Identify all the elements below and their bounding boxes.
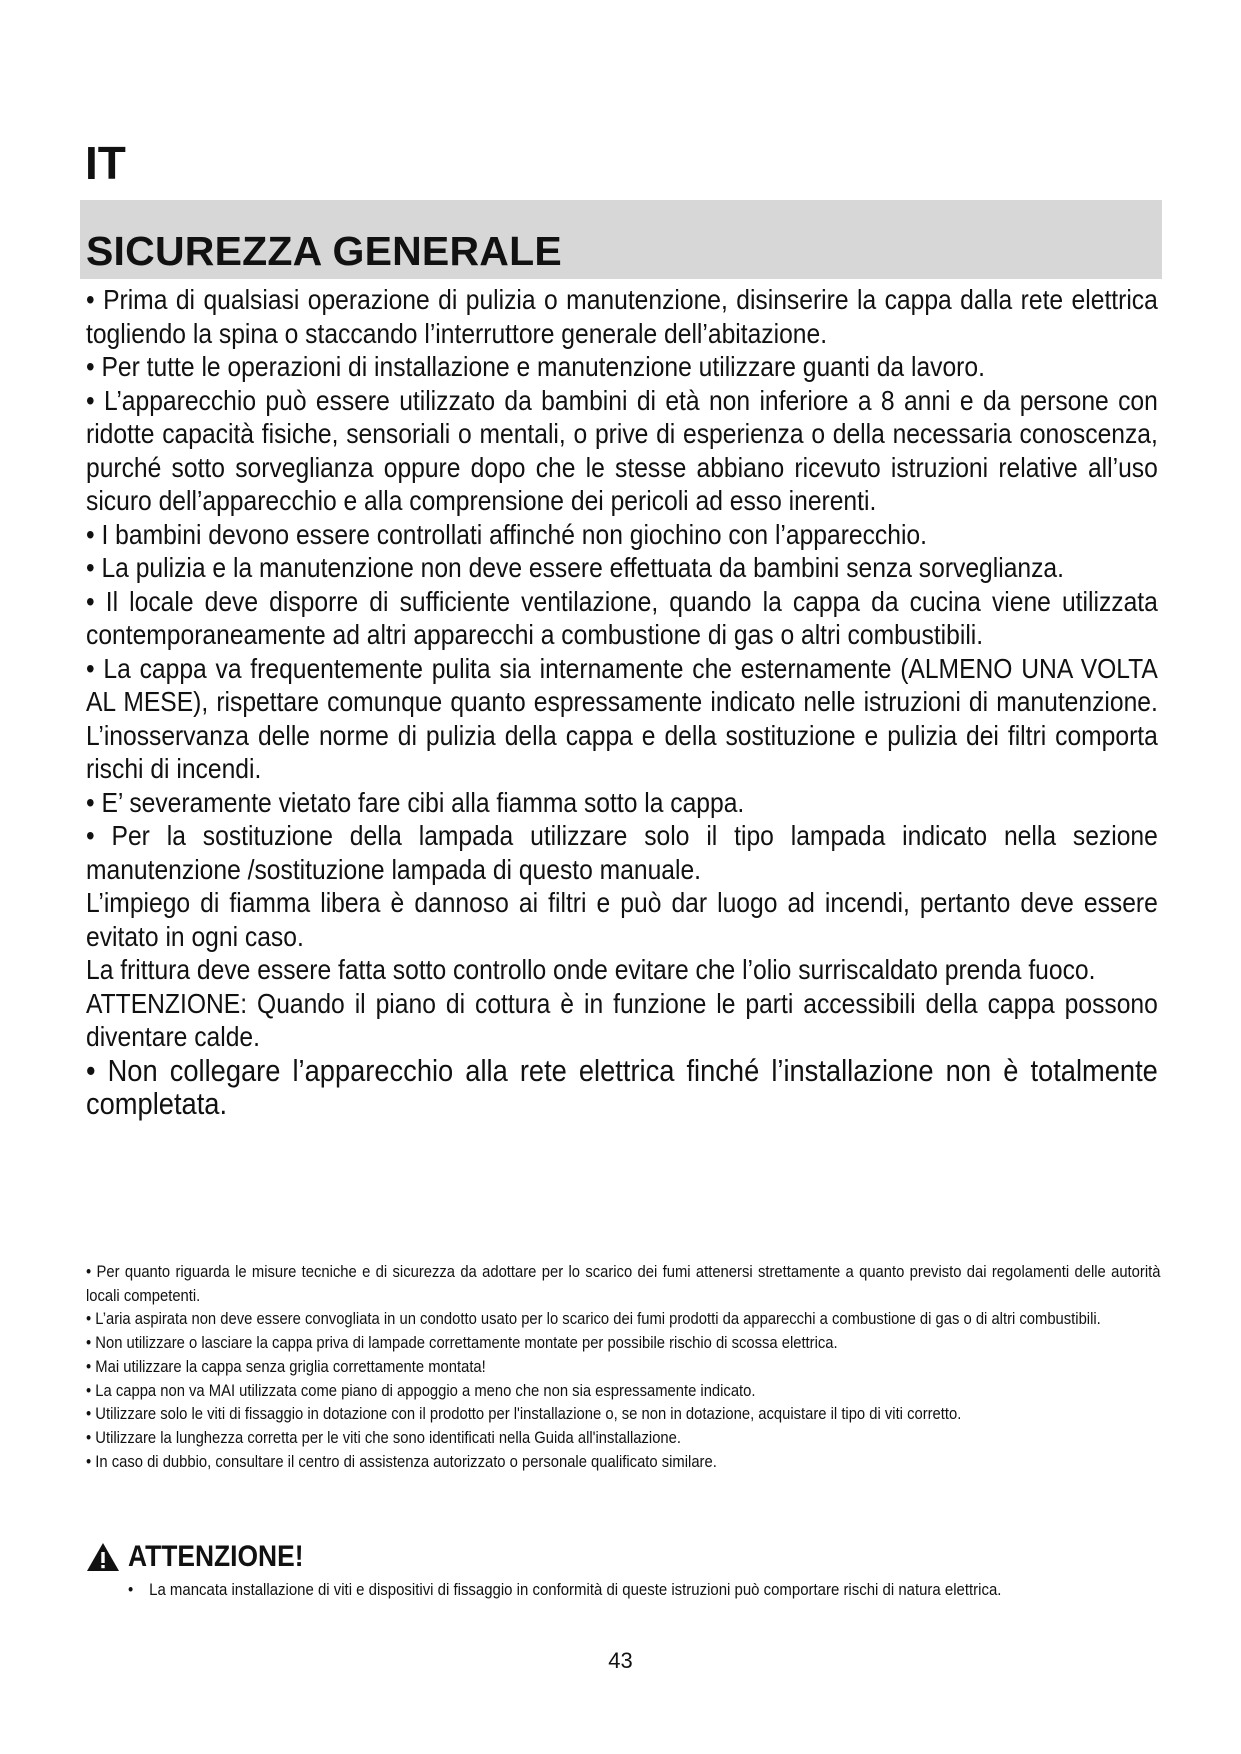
- small-paragraph: • Non utilizzare o lasciare la cappa priva di lampade correttamente montate per possibile rischio di scossa elettrica.: [86, 1333, 838, 1353]
- paragraph: • I bambini devono essere controllati affinché non giochino con l’apparecchio.: [86, 518, 927, 550]
- paragraph: • Per tutte le operazioni di installazione e manutenzione utilizzare guanti da lavoro.: [86, 351, 985, 382]
- small-paragraph: • Mai utilizzare la cappa senza griglia correttamente montata!: [86, 1356, 486, 1376]
- small-paragraph: • Utilizzare solo le viti di fissaggio in dotazione con il prodotto per l'installazione o, se non in dotazione, acquistare il tipo di viti corretto.: [86, 1404, 962, 1424]
- paragraph: • Il locale deve disporre di sufficiente ventilazione, quando la cappa da cucina viene utilizzata contemporaneamente ad altri apparecchi a combustione di gas o altri combustibili.: [86, 585, 1158, 650]
- paragraph: La frittura deve essere fatta sotto controllo onde evitare che l’olio surriscaldato prenda fuoco.: [86, 954, 1096, 985]
- paragraph: ATTENZIONE: Quando il piano di cottura è in funzione le parti accessibili della cappa possono diventare calde.: [86, 987, 1158, 1052]
- warning-triangle-icon: [86, 1542, 120, 1572]
- paragraph: • La pulizia e la manutenzione non deve essere effettuata da bambini senza sorveglianza.: [86, 552, 1064, 583]
- paragraph: • E’ severamente vietato fare cibi alla fiamma sotto la cappa.: [86, 786, 745, 818]
- safety-instructions-main: [86, 283, 1158, 1120]
- small-paragraph: • Utilizzare la lunghezza corretta per le viti che sono identificati nella Guida all'installazione.: [86, 1427, 681, 1447]
- small-paragraph: • La cappa non va MAI utilizzata come piano di appoggio a meno che non sia espressamente indicato.: [86, 1380, 756, 1400]
- warning-bullet: •: [128, 1580, 134, 1599]
- warning-title: ATTENZIONE!: [128, 1540, 304, 1573]
- emphasized-paragraph: • Non collegare l’apparecchio alla rete elettrica finché l’installazione non è totalmente completata.: [86, 1052, 1158, 1121]
- paragraph: • La cappa va frequentemente pulita sia internamente che esternamente (ALMENO UNA VOLTA AL MESE), rispettare comunque quanto espressamente indicato nelle istruzioni di manutenzione. L’inosservanza delle norme di pulizia della cappa e della sostituzione e pulizia dei filtri comporta rischi di incendi.: [86, 652, 1158, 784]
- paragraph: L’impiego di fiamma libera è dannoso ai filtri e può dar luogo ad incendi, pertanto deve essere evitato in ogni caso.: [86, 887, 1158, 952]
- paragraph: • L’apparecchio può essere utilizzato da bambini di età non inferiore a 8 anni e da persone con ridotte capacità fisiche, sensoriali o mentali, o prive di esperienza o della necessaria conoscenza, purché sotto sorveglianza oppure dopo che le stesse abbiano ricevuto istruzioni relative all’uso sicuro dell’apparecchio e alla comprensione dei pericoli ad esso inerenti.: [86, 384, 1158, 516]
- paragraph: • Prima di qualsiasi operazione di pulizia o manutenzione, disinserire la cappa dalla rete elettrica togliendo la spina o staccando l’interruttore generale dell’abitazione.: [86, 284, 1158, 349]
- warning-text: La mancata installazione di viti e dispositivi di fissaggio in conformità di queste istruzioni può comportare rischi di natura elettrica.: [149, 1580, 1002, 1599]
- safety-instructions-small: [86, 1260, 1160, 1473]
- warning-item: [128, 1578, 1162, 1602]
- small-paragraph: • Per quanto riguarda le misure tecniche e di sicurezza da adottare per lo scarico dei fumi attenersi strettamente a quanto previsto dai regolamenti delle autorità locali competenti.: [86, 1262, 1161, 1305]
- paragraph: • Per la sostituzione della lampada utilizzare solo il tipo lampada indicato nella sezione manutenzione /sostituzione lampada di questo manuale.: [86, 820, 1158, 885]
- language-code: IT: [85, 137, 126, 189]
- small-paragraph: • L’aria aspirata non deve essere convogliata in un condotto usato per lo scarico dei fumi prodotti da apparecchi a combustione di gas o di altri combustibili.: [86, 1309, 1101, 1329]
- warning-heading: [86, 1542, 327, 1572]
- page-number: 43: [608, 1648, 633, 1673]
- small-paragraph: • In caso di dubbio, consultare il centro di assistenza autorizzato o personale qualificato similare.: [86, 1451, 717, 1471]
- section-title: SICUREZZA GENERALE: [86, 228, 562, 274]
